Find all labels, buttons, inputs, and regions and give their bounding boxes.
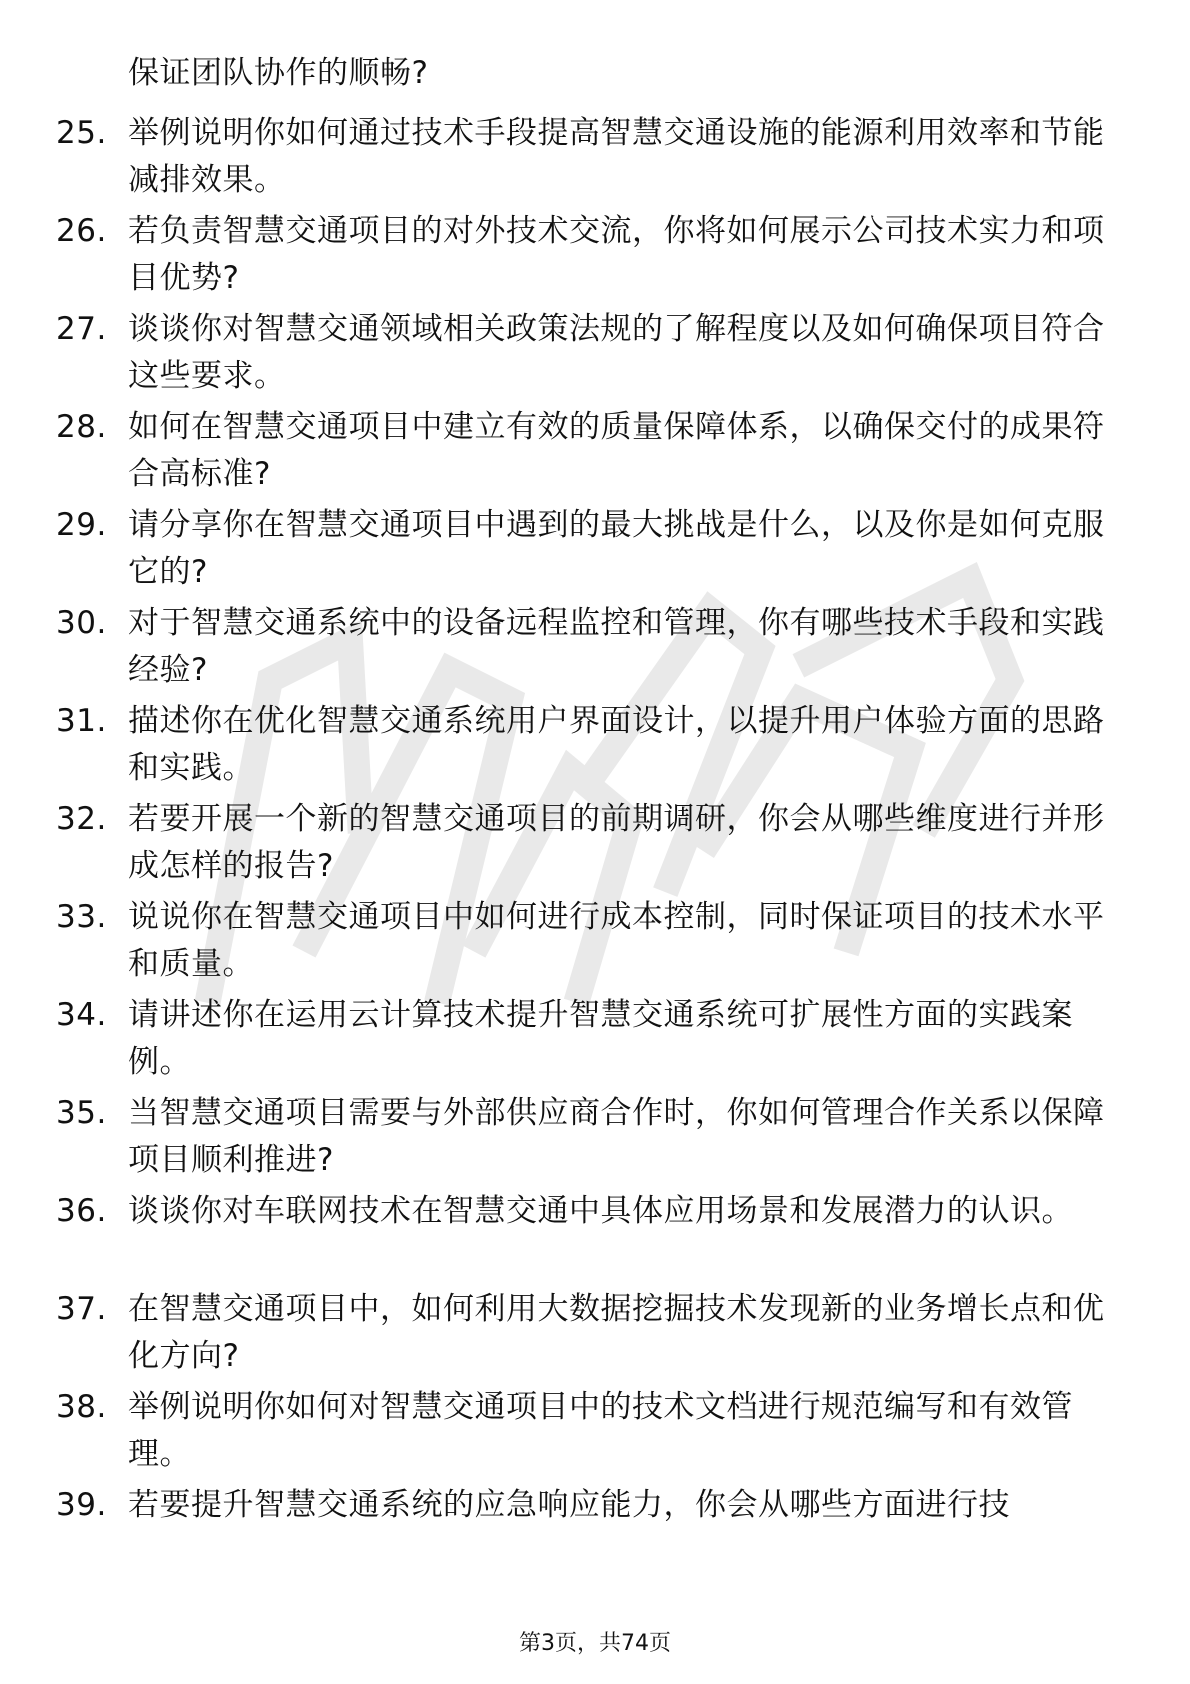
page-footer: 第3页，共74页 — [519, 1631, 671, 1656]
question-item — [56, 1188, 1136, 1286]
question-number: 27. — [56, 311, 107, 347]
question-number: 26. — [56, 213, 107, 249]
question-item — [56, 1286, 1136, 1384]
question-number: 39. — [56, 1487, 107, 1523]
question-text: 举例说明你如何对智慧交通项目中的技术文档进行规范编写和有效管理。 — [128, 1389, 1073, 1472]
question-item — [56, 110, 1136, 208]
question-item — [56, 796, 1136, 894]
question-text: 谈谈你对智慧交通领域相关政策法规的了解程度以及如何确保项目符合这些要求。 — [128, 311, 1105, 394]
question-number: 34. — [56, 997, 107, 1033]
question-text: 对于智慧交通系统中的设备远程监控和管理，你有哪些技术手段和实践经验? — [128, 605, 1105, 688]
question-item — [56, 208, 1136, 306]
question-text: 举例说明你如何通过技术手段提高智慧交通设施的能源利用效率和节能减排效果。 — [128, 115, 1105, 198]
question-item — [56, 1482, 1136, 1580]
question-item — [56, 404, 1136, 502]
question-text: 描述你在优化智慧交通系统用户界面设计，以提升用户体验方面的思路和实践。 — [128, 703, 1105, 786]
question-item — [56, 1384, 1136, 1482]
question-number: 28. — [56, 409, 107, 445]
question-text: 请讲述你在运用云计算技术提升智慧交通系统可扩展性方面的实践案例。 — [128, 997, 1073, 1080]
question-item — [56, 600, 1136, 698]
question-number: 30. — [56, 605, 107, 641]
question-number: 32. — [56, 801, 107, 837]
question-text: 若要提升智慧交通系统的应急响应能力，你会从哪些方面进行技 — [128, 1487, 1010, 1523]
question-text: 当智慧交通项目需要与外部供应商合作时，你如何管理合作关系以保障项目顺利推进? — [128, 1095, 1105, 1178]
question-number: 33. — [56, 899, 107, 935]
question-text: 请分享你在智慧交通项目中遇到的最大挑战是什么，以及你是如何克服它的? — [128, 507, 1105, 590]
question-text: 若负责智慧交通项目的对外技术交流，你将如何展示公司技术实力和项目优势? — [128, 213, 1105, 296]
question-text: 在智慧交通项目中，如何利用大数据挖掘技术发现新的业务增长点和优化方向? — [128, 1291, 1105, 1374]
question-item — [56, 992, 1136, 1090]
question-item — [56, 698, 1136, 796]
question-text: 谈谈你对车联网技术在智慧交通中具体应用场景和发展潜力的认识。 — [128, 1193, 1073, 1229]
question-item — [56, 1090, 1136, 1188]
question-list — [56, 110, 1136, 1580]
question-text: 说说你在智慧交通项目中如何进行成本控制，同时保证项目的技术水平和质量。 — [128, 899, 1105, 982]
question-text: 若要开展一个新的智慧交通项目的前期调研，你会从哪些维度进行并形成怎样的报告? — [128, 801, 1105, 884]
question-number: 36. — [56, 1193, 107, 1229]
question-number: 38. — [56, 1389, 107, 1425]
question-number: 35. — [56, 1095, 107, 1131]
question-number: 37. — [56, 1291, 107, 1327]
question-item — [56, 306, 1136, 404]
question-number: 29. — [56, 507, 107, 543]
question-number: 25. — [56, 115, 107, 151]
question-number: 31. — [56, 703, 107, 739]
question-item — [56, 894, 1136, 992]
question-text: 如何在智慧交通项目中建立有效的质量保障体系，以确保交付的成果符合高标准? — [128, 409, 1105, 492]
question-item — [56, 502, 1136, 600]
continuation-text: 保证团队协作的顺畅? — [128, 55, 429, 91]
